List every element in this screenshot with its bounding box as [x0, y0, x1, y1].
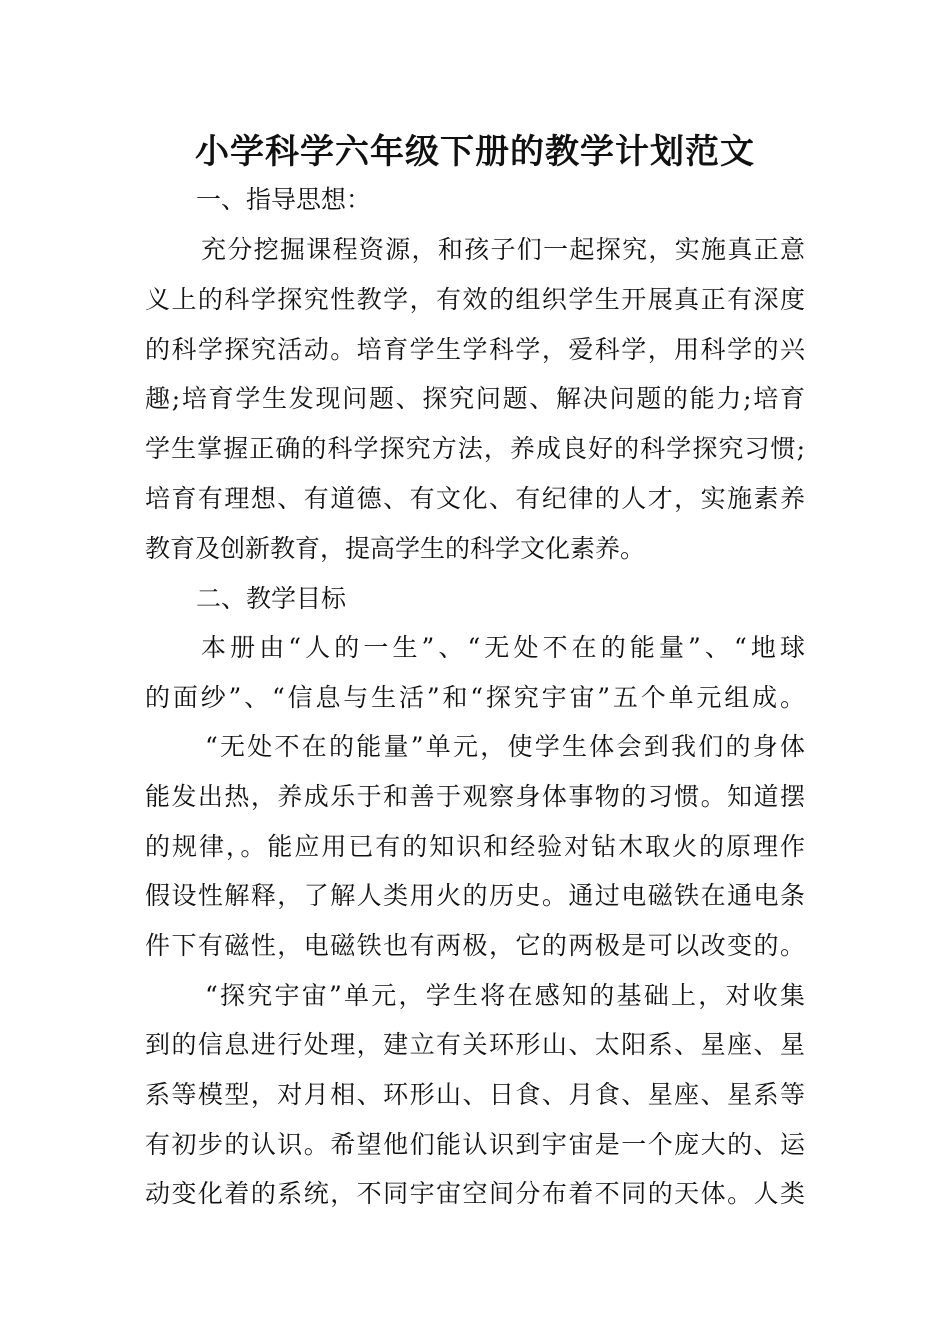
- body-line: “探究宇宙”单元，学生将在感知的基础上，对收集: [205, 981, 805, 1010]
- body-line: 到的信息进行处理，建立有关环形山、太阳系、星座、星: [145, 1030, 805, 1059]
- document-title: 小学科学六年级下册的教学计划范文: [195, 132, 755, 172]
- body-line: 的规律，。能应用已有的知识和经验对钻木取火的原理作: [145, 832, 805, 861]
- body-line: 的面纱”、“信息与生活”和“探究宇宙”五个单元组成。: [145, 683, 805, 712]
- body-line: 的科学探究活动。培育学生学科学，爱科学，用科学的兴: [145, 335, 805, 364]
- body-line: 义上的科学探究性教学，有效的组织学生开展真正有深度: [145, 285, 805, 314]
- body-line: 充分挖掘课程资源，和孩子们一起探究，实施真正意: [201, 235, 805, 264]
- body-line: 趣;培育学生发现问题、探究问题、解决问题的能力;培育: [145, 384, 805, 413]
- body-line: 假设性解释，了解人类用火的历史。通过电磁铁在通电条: [145, 881, 805, 910]
- body-line: 系等模型，对月相、环形山、日食、月食、星座、星系等: [145, 1080, 805, 1109]
- body-line: 动变化着的系统，不同宇宙空间分布着不同的天体。人类: [145, 1179, 805, 1208]
- body-line: 学生掌握正确的科学探究方法，养成良好的科学探究习惯;: [145, 434, 805, 463]
- body-line: 培育有理想、有道德、有文化、有纪律的人才，实施素养: [145, 484, 805, 513]
- body-line: 有初步的认识。希望他们能认识到宇宙是一个庞大的、运: [145, 1130, 805, 1159]
- section-heading-teaching-goals: 二、教学目标: [196, 584, 347, 613]
- section-heading-guiding-ideas: 一、指导思想：: [196, 185, 372, 214]
- body-line: 教育及创新教育，提高学生的科学文化素养。: [145, 534, 646, 563]
- body-line: 件下有磁性，电磁铁也有两极，它的两极是可以改变的。: [145, 931, 805, 960]
- body-line: “无处不在的能量”单元，使学生体会到我们的身体: [205, 732, 805, 761]
- body-line: 能发出热，养成乐于和善于观察身体事物的习惯。知道摆: [145, 782, 805, 811]
- body-line: 本册由“人的一生”、“无处不在的能量”、“地球: [201, 633, 805, 662]
